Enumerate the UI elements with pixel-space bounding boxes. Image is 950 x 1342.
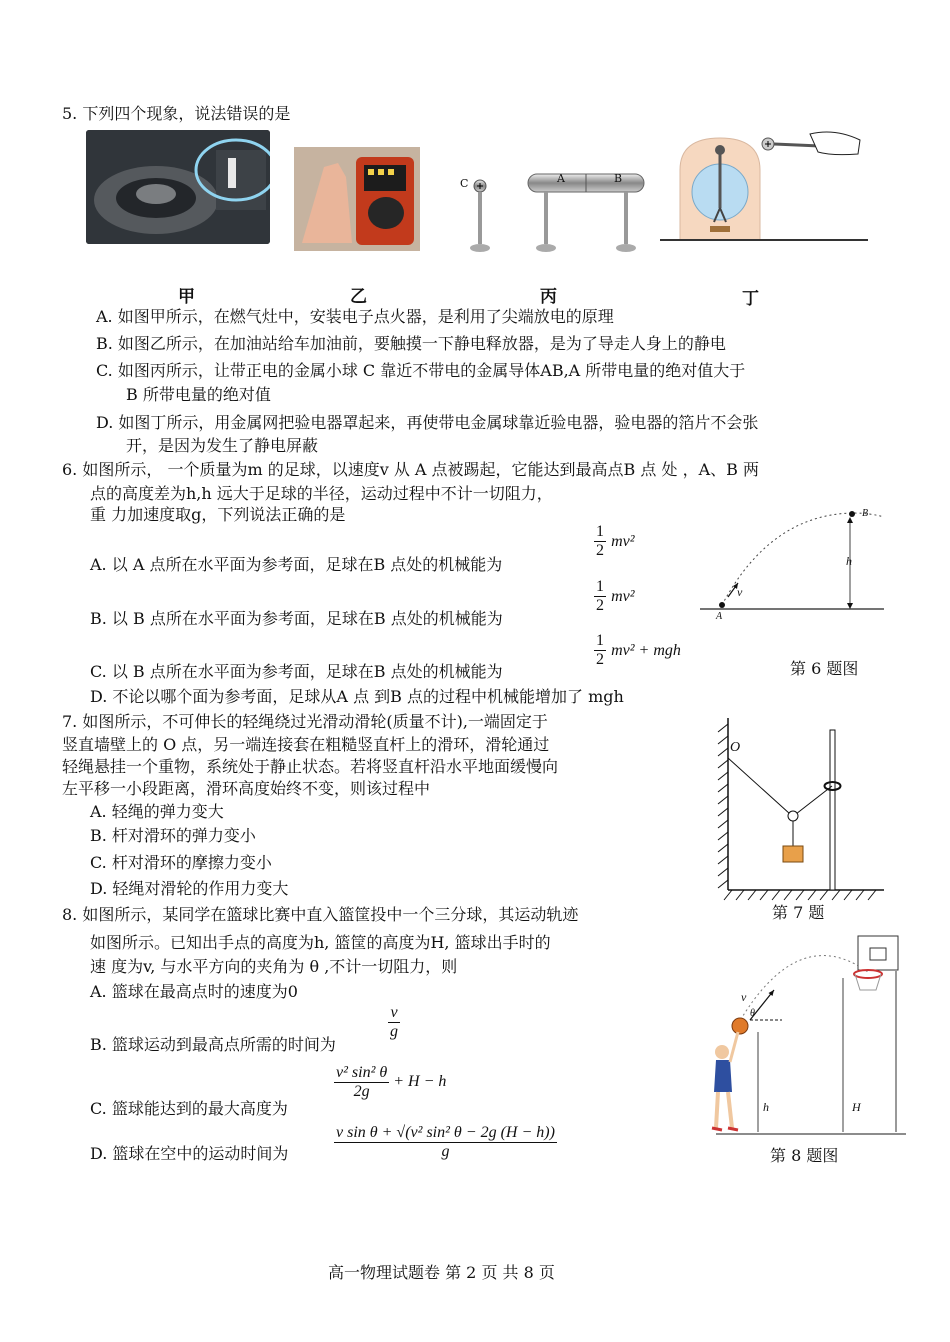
electroscope-shield-figure [660, 130, 868, 246]
q7-stem-line2: 竖直墙壁上的 O 点，另一端连接套在粗糙竖直杆上的滑环，滑轮通过 [62, 735, 550, 754]
q8-stem-line2: 如图所示。已知出手点的高度为h, 篮筐的高度为H, 篮球出手时的 [90, 933, 551, 952]
c-tail: + H − h [393, 1073, 447, 1091]
frac-numerator: 1 [596, 578, 604, 595]
q7-point-o-label: O [730, 740, 741, 755]
q8-option-b: B. 篮球运动到最高点所需的时间为 [90, 1035, 336, 1054]
end-b-label: B [614, 172, 623, 185]
q5-stem: 5. 下列四个现象，说法错误的是 [62, 104, 291, 123]
q5-option-a: A. 如图甲所示，在燃气灶中，安装电子点火器，是利用了尖端放电的原理 [96, 307, 614, 326]
label-yi: 乙 [350, 287, 367, 307]
q8-basketball-figure [708, 932, 908, 1138]
q7-stem-line1: 7. 如图所示，不可伸长的轻绳绕过光滑动滑轮(质量不计),一端固定于 [62, 712, 548, 731]
c-denominator: 2g [334, 1082, 389, 1101]
frac-denominator: 2 [596, 597, 604, 614]
q7-option-a: A. 轻绳的弹力变大 [90, 802, 224, 821]
q7-option-c: C. 杆对滑环的摩擦力变小 [90, 853, 272, 872]
d-denominator: g [334, 1142, 557, 1161]
static-discharger-photo [294, 147, 420, 251]
page-footer: 高一物理试题卷 第 2 页 共 8 页 [328, 1263, 555, 1282]
c-numerator: v² sin² θ [336, 1064, 388, 1081]
q8-stem-line1: 8. 如图所示，某同学在篮球比赛中直入篮筐投中一个三分球，其运动轨迹 [62, 905, 579, 924]
q8-option-d-formula [334, 1124, 557, 1161]
q6-option-b: B. 以 B 点所在水平面为参考面，足球在B 点处的机械能为 [90, 609, 503, 628]
mv2-expr: mv² [611, 588, 635, 605]
label-bing: 丙 [540, 287, 557, 307]
q6-stem-line2: 点的高度差为h,h 远大于足球的半径，运动过程中不计一切阻力， [90, 484, 553, 503]
q7-figure-caption: 第 7 题 [772, 903, 825, 922]
q6-stem-line3: 重 力加速度取g，下列说法正确的是 [90, 505, 346, 524]
q5-option-b: B. 如图乙所示，在加油站给车加油前，要触摸一下静电释放器，是为了导走人身上的静电 [96, 334, 726, 353]
q7-option-b: B. 杆对滑环的弹力变小 [90, 826, 256, 845]
b-denominator: g [390, 1023, 398, 1040]
q8-velocity-label: v [741, 990, 747, 1004]
q6-height-label: h [846, 554, 852, 568]
q6-velocity-label: v [737, 585, 743, 599]
q5-option-d: D. 如图丁所示，用金属网把验电器罩起来，再使带电金属球靠近验电器，验电器的箔片不会张 [96, 413, 759, 432]
q6-point-a-label: A [716, 611, 723, 622]
q8-option-a: A. 篮球在最高点时的速度为0 [90, 982, 298, 1001]
q8-figure-caption: 第 8 题图 [770, 1146, 839, 1165]
q6-trajectory-figure [700, 505, 884, 625]
q6-option-a-formula [594, 523, 635, 560]
gas-stove-photo [86, 130, 270, 244]
b-numerator: v [390, 1004, 398, 1021]
end-a-label: A [557, 172, 565, 185]
q7-stem-line3: 轻绳悬挂一个重物，系统处于静止状态。若将竖直杆沿水平地面缓慢向 [62, 757, 559, 776]
q8-option-c: C. 篮球能达到的最大高度为 [90, 1099, 288, 1118]
q5-option-c: C. 如图丙所示，让带正电的金属小球 C 靠近不带电的金属导体AB,A 所带电量的绝对值大于 [96, 361, 746, 380]
ball-c-label: C [460, 177, 469, 190]
mv2-mgh-expr: mv² + mgh [611, 642, 681, 659]
label-ding: 丁 [742, 289, 759, 309]
q6-point-b-label: B [862, 508, 869, 519]
q7-option-d: D. 轻绳对滑轮的作用力变大 [90, 879, 289, 898]
q6-figure-caption: 第 6 题图 [790, 659, 859, 678]
d-numerator: v sin θ + √(v² sin² θ − 2g (H − h)) [336, 1124, 555, 1141]
q8-hoop-height-label: H [852, 1100, 861, 1114]
conductor-ab-figure [455, 168, 655, 258]
q6-option-c: C. 以 B 点所在水平面为参考面，足球在B 点处的机械能为 [90, 662, 503, 681]
mv2-expr: mv² [611, 533, 635, 550]
q5-option-d-cont: 开，是因为发生了静电屏蔽 [126, 436, 319, 455]
q6-option-c-formula [594, 632, 681, 669]
q6-stem-line1: 6. 如图所示， 一个质量为m 的足球，以速度v 从 A 点被踢起，它能达到最高点B 点 处 ，A、B 两 [62, 460, 759, 479]
frac-denominator: 2 [596, 542, 604, 559]
q6-option-d: D. 不论以哪个面为参考面，足球从A 点 到B 点的过程中机械能增加了 mgh [90, 687, 624, 706]
q8-stem-line3: 速 度为v, 与水平方向的夹角为 θ ,不计一切阻力，则 [90, 957, 458, 976]
q5-option-c-cont: B 所带电量的绝对值 [126, 385, 271, 404]
frac-numerator: 1 [596, 632, 604, 649]
frac-denominator: 2 [596, 651, 604, 668]
q8-option-b-formula [388, 1004, 400, 1041]
q6-option-a: A. 以 A 点所在水平面为参考面，足球在B 点处的机械能为 [90, 555, 503, 574]
q8-option-c-formula [334, 1064, 446, 1101]
q6-option-b-formula [594, 578, 635, 615]
label-jia: 甲 [178, 287, 195, 307]
q8-release-height-label: h [763, 1100, 769, 1114]
frac-numerator: 1 [596, 523, 604, 540]
q8-angle-label: θ [750, 1008, 755, 1019]
q8-option-d: D. 篮球在空中的运动时间为 [90, 1144, 289, 1163]
q7-stem-line4: 左平移一小段距离，滑环高度始终不变，则该过程中 [62, 779, 431, 798]
